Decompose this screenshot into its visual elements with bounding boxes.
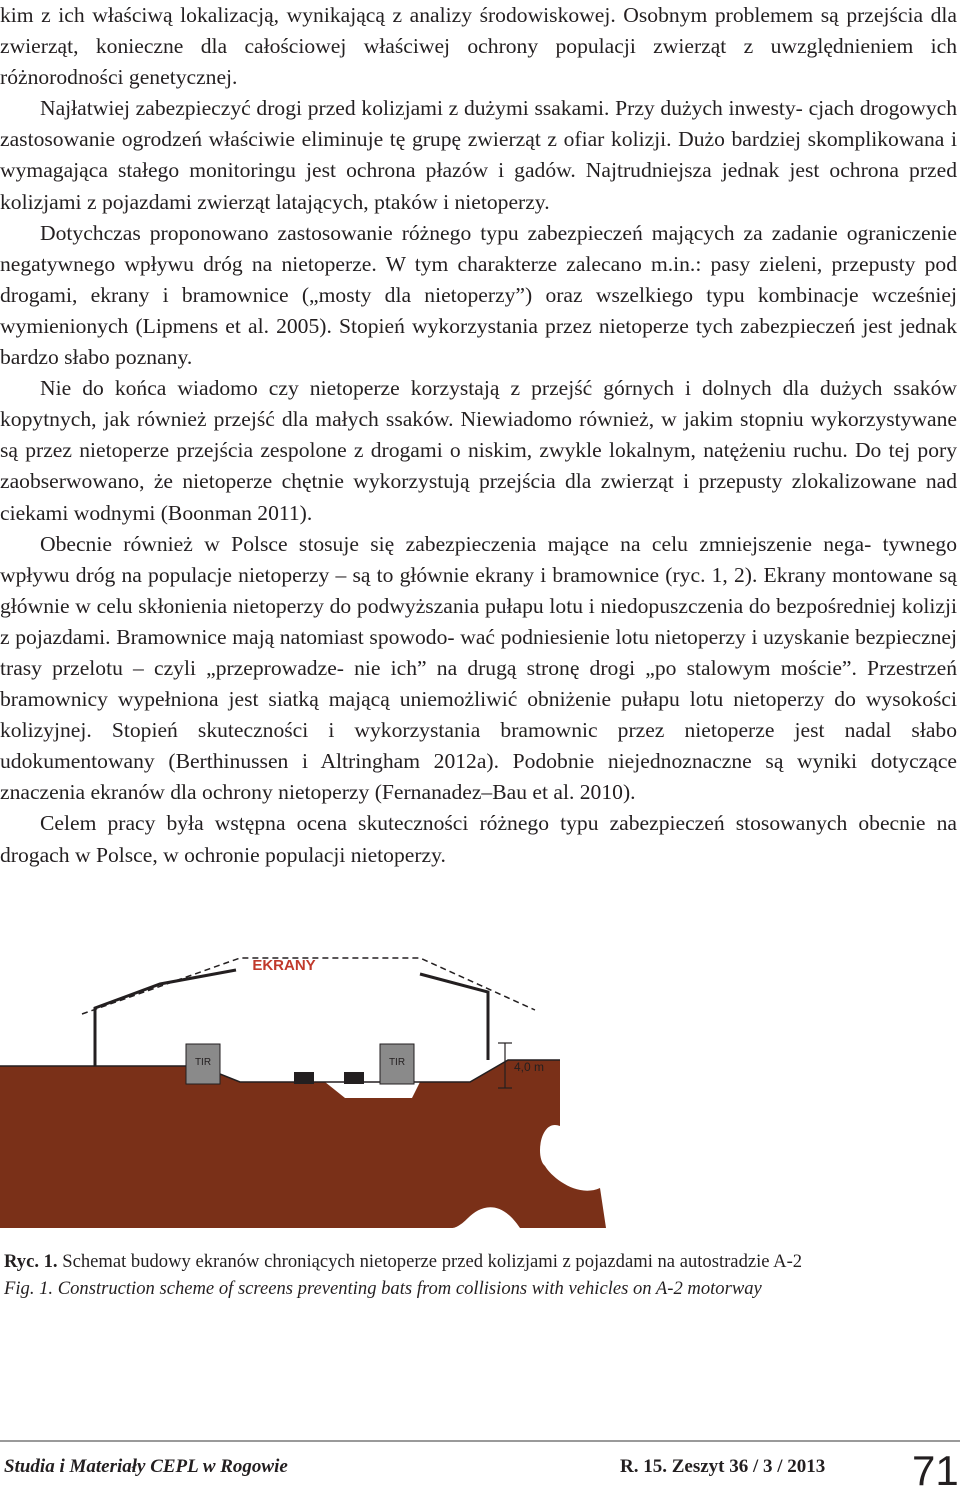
footer-divider [0,1440,960,1442]
figure-screens-scheme [0,948,960,1238]
caption-label: Ryc. 1. [4,1251,58,1272]
paragraph: Najłatwiej zabezpieczyć drogi przed kolizjami z dużymi ssakami. Przy dużych inwesty- cjach drogowych zastosowanie ogrodzeń właściwie eliminuje tę grupę zwierząt z ofiar kolizji. Dużo bardziej skomplikowana i wymagająca stałego monitoringu jest ochrona płazów i gadów. Najtrudniejsza jednak jest ochrona przed kolizjami z pojazdami zwierząt latających, ptaków i nietoperzy. [0,96,957,214]
paragraph: Nie do końca wiadomo czy nietoperze korzystają z przejść górnych i dolnych dla dużych ssaków kopytnych, jak również przejść dla małych ssaków. Niewiadomo również, w jakim stopniu wykorzystywane są przez nietoperze przejścia zespolone z drogami o niskim, zwykle lokalnym, natężeniu ruchu. Do tej pory zaobserwowano, że nietoperze chętnie wykorzystują przejścia dla zwierząt i przepusty zlokalizowane nad ciekami wodnymi (Boonman 2011). [0,376,957,525]
footer-issue: R. 15. Zeszyt 36 / 3 / 2013 [620,1456,826,1477]
figure-caption [4,1248,954,1302]
truck-label: TIR [194,1057,212,1068]
ekrany-label: EKRANY [252,957,316,974]
paragraph: kim z ich właściwą lokalizacją, wynikającą z analizy środowiskowej. Osobnym problemem są przejścia dla zwierząt, konieczne dla całościowej właściwej ochrony populacji zwierząt z uwzględnieniem ich różnorodności genetycznej. [0,3,957,90]
height-label: 4,0 m [514,1060,545,1074]
truck-right [380,1044,414,1084]
caption-pl [4,1248,954,1275]
truck-left [186,1044,220,1084]
paragraph: Dotychczas proponowano zastosowanie różnego typu zabezpieczeń mających za zadanie ograniczenie negatywnego wpływu dróg na nietoperze. W tym charakterze zalecano m.in.: pasy zieleni, przepusty pod drogami, ekrany i bramownice („mosty dla nietoperzy”) oraz wszelkiego typu kombinacje wcześniej wymienionych (Lipmens et al. 2005). Stopień wykorzystania przez nietoperze tych zabezpieczeń jest jednak bardzo słabo poznany. [0,220,957,370]
paragraph: Obecnie również w Polsce stosuje się zabezpieczenia mające na celu zmniejszenie nega- tywnego wpływu dróg na populacje nietoperzy – są to głównie ekrany i bramownice (ryc. 1, 2). Ekrany montowane są głównie w celu skłonienia nietoperzy do podwyższania pułapu lotu i niedopuszczenia do bezpośredniej kolizji z pojazdami. Bramownice mają natomiast spowodo- wać podniesienie lotu nietoperzy i uzyskanie bezpiecznej trasy przelotu – czyli „przeprowadze- nie ich” na drugą stronę drogi „po stalowym moście”. Przestrzeń bramownicy wypełniona jest siatką mającą uniemożliwić obniżenie pułapu lotu nietoperzy do wysokości kolizyjnej. Stopień skuteczności i wykorzystania bramownic przez nietoperze jest nadal słabo udokumentowany (Berthinussen i Altringham 2012a). Podobnie niejednoznaczne są wyniki dotyczące znaczenia ekranów dla ochrony nietoperzy (Fernanadez–Bau et al. 2010). [0,531,957,805]
car [344,1072,364,1084]
road-embankment [0,1060,606,1228]
footer-journal: Studia i Materiały CEPL w Rogowie [4,1456,288,1477]
screens-diagram [0,948,960,1238]
car [294,1072,314,1084]
caption-en: Fig. 1. Construction scheme of screens preventing bats from collisions with vehicles on A-2 motorway [4,1278,762,1299]
paragraph: Celem pracy była wstępna ocena skuteczności różnego typu zabezpieczeń stosowanych obecnie na drogach w Polsce, w ochronie populacji nietoperzy. [0,811,957,867]
screen-right [420,974,488,1060]
caption-pl-text: Schemat budowy ekranów chroniących nietoperze przed kolizjami z pojazdami na autostradzie A-2 [57,1251,803,1272]
page-number: 71 [912,1447,959,1494]
truck-label: TIR [388,1057,406,1068]
